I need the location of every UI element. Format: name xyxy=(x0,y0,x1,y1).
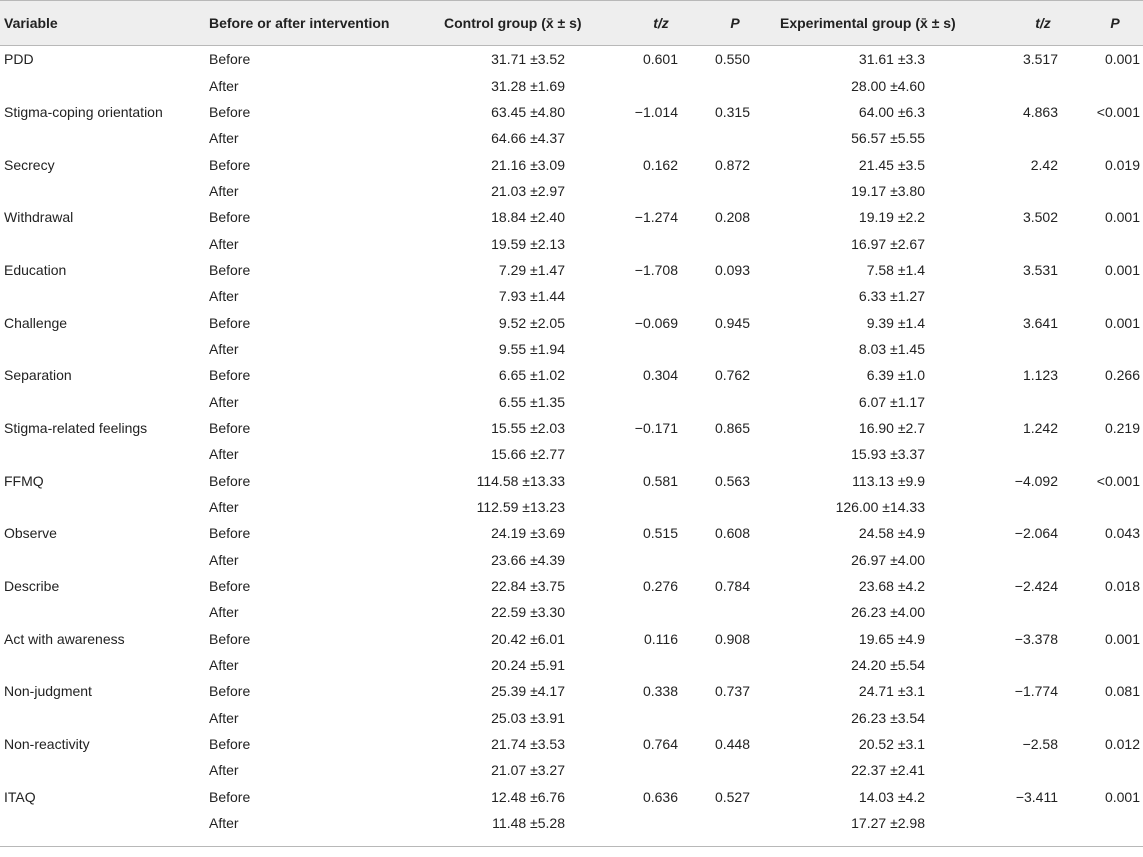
cell-variable: Challenge xyxy=(4,314,68,331)
cell-p-experimental: 0.266 xyxy=(1104,367,1140,384)
table-row xyxy=(0,757,1143,783)
cell-tz-control xyxy=(600,72,678,98)
cell-p-experimental: 0.001 xyxy=(1104,51,1140,68)
table-row xyxy=(0,784,1143,810)
cell-experimental: 126.00 ±14.33 xyxy=(835,499,925,516)
cell-p-control xyxy=(690,810,750,836)
cell-phase: Before xyxy=(209,156,251,173)
cell-p-experimental xyxy=(1070,283,1140,309)
table-row xyxy=(0,652,1143,678)
cell-experimental: 24.58 ±4.9 xyxy=(858,525,925,542)
cell-p-control: 0.550 xyxy=(714,51,750,68)
cell-variable: Stigma-related feelings xyxy=(4,419,148,436)
cell-control: 21.74 ±3.53 xyxy=(491,736,565,753)
cell-phase: After xyxy=(209,709,239,726)
header-p-control: P xyxy=(730,15,740,31)
cell-tz-control xyxy=(600,652,678,678)
cell-tz-experimental xyxy=(1000,388,1058,414)
cell-experimental: 24.20 ±5.54 xyxy=(851,657,925,674)
cell-phase: Before xyxy=(209,51,251,68)
cell-p-experimental: 0.012 xyxy=(1104,736,1140,753)
cell-experimental: 6.07 ±1.17 xyxy=(858,393,925,410)
cell-control: 21.07 ±3.27 xyxy=(491,762,565,779)
cell-p-experimental xyxy=(1070,230,1140,256)
cell-p-control: 0.093 xyxy=(714,261,750,278)
table-row xyxy=(0,573,1143,599)
cell-experimental: 24.71 ±3.1 xyxy=(858,683,925,700)
cell-p-experimental xyxy=(1070,441,1140,467)
cell-p-control: 0.563 xyxy=(714,472,750,489)
cell-p-experimental: 0.219 xyxy=(1104,419,1140,436)
cell-experimental: 16.90 ±2.7 xyxy=(858,419,925,436)
cell-control: 7.93 ±1.44 xyxy=(498,288,565,305)
cell-p-experimental: <0.001 xyxy=(1096,472,1140,489)
cell-p-control xyxy=(690,336,750,362)
cell-control: 11.48 ±5.28 xyxy=(492,815,565,832)
cell-control: 31.71 ±3.52 xyxy=(491,51,565,68)
cell-p-control: 0.527 xyxy=(714,788,750,805)
cell-tz-experimental: 3.531 xyxy=(1022,261,1058,278)
cell-tz-experimental: 4.863 xyxy=(1022,103,1058,120)
cell-tz-experimental xyxy=(1000,125,1058,151)
cell-p-control xyxy=(690,652,750,678)
cell-p-experimental: <0.001 xyxy=(1096,103,1140,120)
cell-tz-control: −1.708 xyxy=(634,261,678,278)
cell-p-experimental xyxy=(1070,336,1140,362)
cell-phase: Before xyxy=(209,367,251,384)
cell-phase: Before xyxy=(209,314,251,331)
cell-experimental: 64.00 ±6.3 xyxy=(858,103,925,120)
cell-variable: Act with awareness xyxy=(4,630,125,647)
cell-control: 25.39 ±4.17 xyxy=(491,683,565,700)
cell-variable: Stigma-coping orientation xyxy=(4,103,163,120)
table-row xyxy=(0,547,1143,573)
table-row xyxy=(0,678,1143,704)
cell-tz-control: −1.274 xyxy=(634,209,678,226)
cell-control: 25.03 ±3.91 xyxy=(491,709,565,726)
cell-p-experimental xyxy=(1070,178,1140,204)
cell-variable: Non-judgment xyxy=(4,683,92,700)
cell-phase: After xyxy=(209,288,239,305)
cell-experimental: 26.23 ±3.54 xyxy=(851,709,925,726)
cell-tz-control xyxy=(600,705,678,731)
cell-tz-experimental: 1.242 xyxy=(1022,419,1058,436)
cell-phase: Before xyxy=(209,103,251,120)
cell-variable: Observe xyxy=(4,525,57,542)
cell-p-control: 0.945 xyxy=(714,314,750,331)
cell-p-experimental xyxy=(1070,810,1140,836)
cell-p-experimental xyxy=(1070,652,1140,678)
cell-p-experimental xyxy=(1070,547,1140,573)
cell-tz-experimental xyxy=(1000,652,1058,678)
table-row xyxy=(0,283,1143,309)
cell-control: 15.55 ±2.03 xyxy=(491,419,565,436)
cell-phase: Before xyxy=(209,683,251,700)
cell-tz-control xyxy=(600,283,678,309)
cell-p-control: 0.737 xyxy=(714,683,750,700)
cell-variable: Secrecy xyxy=(4,156,55,173)
cell-variable: Education xyxy=(4,261,67,278)
cell-p-control: 0.762 xyxy=(714,367,750,384)
cell-phase: After xyxy=(209,815,239,832)
cell-experimental: 23.68 ±4.2 xyxy=(858,578,925,595)
cell-experimental: 9.39 ±1.4 xyxy=(866,314,925,331)
cell-experimental: 56.57 ±5.55 xyxy=(851,130,925,147)
header-experimental-group: Experimental group (x̄ ± s) xyxy=(780,15,956,31)
cell-phase: After xyxy=(209,551,239,568)
table-row xyxy=(0,178,1143,204)
table-row xyxy=(0,336,1143,362)
cell-tz-control: 0.515 xyxy=(642,525,678,542)
cell-control: 22.59 ±3.30 xyxy=(491,604,565,621)
cell-tz-control: 0.636 xyxy=(642,788,678,805)
header-tz-experimental: t/z xyxy=(1035,15,1051,31)
cell-p-experimental: 0.043 xyxy=(1104,525,1140,542)
cell-control: 22.84 ±3.75 xyxy=(491,578,565,595)
cell-control: 31.28 ±1.69 xyxy=(491,77,565,94)
cell-tz-control: 0.764 xyxy=(642,736,678,753)
cell-phase: Before xyxy=(209,578,251,595)
cell-experimental: 14.03 ±4.2 xyxy=(858,788,925,805)
cell-phase: Before xyxy=(209,788,251,805)
cell-tz-experimental: −4.092 xyxy=(1014,472,1058,489)
header-variable: Variable xyxy=(4,15,58,31)
cell-experimental: 26.23 ±4.00 xyxy=(851,604,925,621)
cell-p-experimental: 0.081 xyxy=(1104,683,1140,700)
cell-tz-experimental: −1.774 xyxy=(1014,683,1058,700)
table-row xyxy=(0,99,1143,125)
cell-p-experimental: 0.001 xyxy=(1104,630,1140,647)
cell-tz-experimental: 3.641 xyxy=(1022,314,1058,331)
table-row xyxy=(0,810,1143,836)
cell-p-experimental xyxy=(1070,125,1140,151)
cell-variable: Non-reactivity xyxy=(4,736,90,753)
cell-phase: Before xyxy=(209,525,251,542)
header-p-experimental: P xyxy=(1110,15,1120,31)
table-row xyxy=(0,151,1143,177)
table-row xyxy=(0,520,1143,546)
cell-phase: After xyxy=(209,604,239,621)
cell-phase: After xyxy=(209,235,239,252)
cell-experimental: 19.19 ±2.2 xyxy=(858,209,925,226)
cell-experimental: 22.37 ±2.41 xyxy=(851,762,925,779)
cell-tz-control: 0.116 xyxy=(644,630,678,647)
cell-control: 6.65 ±1.02 xyxy=(498,367,565,384)
cell-control: 114.58 ±13.33 xyxy=(476,472,565,489)
cell-tz-control xyxy=(600,336,678,362)
table-row xyxy=(0,72,1143,98)
cell-tz-control xyxy=(600,178,678,204)
cell-variable: ITAQ xyxy=(4,788,36,805)
table-body xyxy=(0,46,1143,836)
cell-p-experimental: 0.001 xyxy=(1104,314,1140,331)
table-row xyxy=(0,204,1143,230)
table-row xyxy=(0,388,1143,414)
cell-control: 64.66 ±4.37 xyxy=(491,130,565,147)
cell-p-control xyxy=(690,72,750,98)
cell-variable: Separation xyxy=(4,367,72,384)
table-row xyxy=(0,125,1143,151)
cell-tz-experimental: 1.123 xyxy=(1022,367,1058,384)
cell-p-control: 0.784 xyxy=(714,578,750,595)
cell-p-experimental: 0.001 xyxy=(1104,261,1140,278)
cell-control: 9.55 ±1.94 xyxy=(498,340,565,357)
cell-tz-control: 0.304 xyxy=(642,367,678,384)
cell-tz-control: −0.171 xyxy=(634,419,678,436)
cell-tz-control: 0.581 xyxy=(642,472,678,489)
cell-tz-control: −1.014 xyxy=(634,103,678,120)
cell-tz-control: 0.601 xyxy=(642,51,678,68)
cell-control: 12.48 ±6.76 xyxy=(491,788,565,805)
cell-tz-experimental xyxy=(1000,230,1058,256)
cell-tz-control xyxy=(600,125,678,151)
cell-p-control xyxy=(690,494,750,520)
cell-tz-experimental: −2.58 xyxy=(1022,736,1058,753)
cell-control: 6.55 ±1.35 xyxy=(498,393,565,410)
cell-experimental: 31.61 ±3.3 xyxy=(858,51,925,68)
cell-control: 20.24 ±5.91 xyxy=(491,657,565,674)
table-header xyxy=(0,0,1143,46)
cell-tz-experimental: 2.42 xyxy=(1030,156,1058,173)
cell-phase: After xyxy=(209,182,239,199)
cell-control: 63.45 ±4.80 xyxy=(491,103,565,120)
cell-tz-control xyxy=(600,230,678,256)
cell-p-control xyxy=(690,599,750,625)
cell-p-control xyxy=(690,388,750,414)
cell-control: 9.52 ±2.05 xyxy=(498,314,565,331)
cell-phase: After xyxy=(209,340,239,357)
cell-tz-experimental xyxy=(1000,494,1058,520)
cell-phase: Before xyxy=(209,736,251,753)
cell-experimental: 7.58 ±1.4 xyxy=(866,261,925,278)
cell-tz-experimental xyxy=(1000,705,1058,731)
cell-variable: Describe xyxy=(4,578,60,595)
cell-phase: Before xyxy=(209,261,251,278)
cell-variable: Withdrawal xyxy=(4,209,74,226)
cell-tz-experimental xyxy=(1000,547,1058,573)
cell-p-experimental: 0.019 xyxy=(1104,156,1140,173)
table-row xyxy=(0,46,1143,72)
cell-p-control: 0.908 xyxy=(714,630,750,647)
cell-tz-control: 0.276 xyxy=(642,578,678,595)
table-row xyxy=(0,230,1143,256)
cell-experimental: 21.45 ±3.5 xyxy=(858,156,925,173)
cell-tz-control: 0.338 xyxy=(642,683,678,700)
cell-experimental: 15.93 ±3.37 xyxy=(851,446,925,463)
cell-tz-control xyxy=(600,810,678,836)
table-row xyxy=(0,441,1143,467)
cell-p-experimental xyxy=(1070,494,1140,520)
cell-experimental: 19.17 ±3.80 xyxy=(851,182,925,199)
table-row xyxy=(0,309,1143,335)
cell-p-control xyxy=(690,705,750,731)
cell-phase: Before xyxy=(209,630,251,647)
cell-p-control xyxy=(690,547,750,573)
cell-p-experimental: 0.001 xyxy=(1104,209,1140,226)
cell-tz-experimental: −2.064 xyxy=(1014,525,1058,542)
cell-tz-control xyxy=(600,388,678,414)
table-row xyxy=(0,468,1143,494)
cell-p-experimental xyxy=(1070,72,1140,98)
cell-experimental: 6.39 ±1.0 xyxy=(866,367,925,384)
cell-p-control: 0.208 xyxy=(714,209,750,226)
cell-experimental: 26.97 ±4.00 xyxy=(851,551,925,568)
cell-p-experimental xyxy=(1070,757,1140,783)
table-row xyxy=(0,705,1143,731)
cell-tz-experimental xyxy=(1000,810,1058,836)
cell-tz-control: 0.162 xyxy=(642,156,678,173)
cell-experimental: 8.03 ±1.45 xyxy=(858,340,925,357)
cell-p-control: 0.448 xyxy=(714,736,750,753)
cell-phase: After xyxy=(209,446,239,463)
cell-experimental: 17.27 ±2.98 xyxy=(851,815,925,832)
cell-tz-experimental: −3.411 xyxy=(1015,788,1058,805)
header-before-after: Before or after intervention xyxy=(209,15,390,31)
header-tz-control: t/z xyxy=(653,15,669,31)
cell-phase: After xyxy=(209,657,239,674)
cell-p-control: 0.608 xyxy=(714,525,750,542)
cell-tz-experimental xyxy=(1000,757,1058,783)
cell-tz-control xyxy=(600,441,678,467)
cell-experimental: 28.00 ±4.60 xyxy=(851,77,925,94)
cell-tz-experimental xyxy=(1000,336,1058,362)
table-row xyxy=(0,362,1143,388)
cell-tz-experimental xyxy=(1000,178,1058,204)
cell-tz-experimental xyxy=(1000,599,1058,625)
cell-tz-experimental xyxy=(1000,72,1058,98)
cell-tz-experimental xyxy=(1000,441,1058,467)
cell-control: 20.42 ±6.01 xyxy=(491,630,565,647)
cell-p-control xyxy=(690,757,750,783)
cell-phase: Before xyxy=(209,472,251,489)
cell-tz-control xyxy=(600,547,678,573)
cell-tz-control: −0.069 xyxy=(634,314,678,331)
cell-experimental: 16.97 ±2.67 xyxy=(851,235,925,252)
cell-control: 19.59 ±2.13 xyxy=(491,235,565,252)
cell-experimental: 20.52 ±3.1 xyxy=(858,736,925,753)
cell-p-control xyxy=(690,230,750,256)
cell-phase: After xyxy=(209,499,239,516)
cell-tz-experimental: −2.424 xyxy=(1014,578,1058,595)
cell-p-control: 0.872 xyxy=(714,156,750,173)
cell-tz-experimental: 3.517 xyxy=(1022,51,1058,68)
cell-p-control: 0.865 xyxy=(714,419,750,436)
cell-phase: Before xyxy=(209,419,251,436)
cell-tz-experimental xyxy=(1000,283,1058,309)
cell-phase: After xyxy=(209,393,239,410)
table-row xyxy=(0,599,1143,625)
cell-tz-control xyxy=(600,599,678,625)
table-row xyxy=(0,494,1143,520)
cell-experimental: 19.65 ±4.9 xyxy=(858,630,925,647)
cell-control: 15.66 ±2.77 xyxy=(491,446,565,463)
cell-p-control xyxy=(690,283,750,309)
cell-p-control xyxy=(690,178,750,204)
cell-p-experimental xyxy=(1070,705,1140,731)
cell-tz-control xyxy=(600,494,678,520)
cell-control: 24.19 ±3.69 xyxy=(491,525,565,542)
cell-phase: After xyxy=(209,130,239,147)
cell-experimental: 113.13 ±9.9 xyxy=(852,472,925,489)
cell-tz-experimental: 3.502 xyxy=(1022,209,1058,226)
header-control-group: Control group (x̄ ± s) xyxy=(444,15,582,31)
cell-control: 112.59 ±13.23 xyxy=(476,499,565,516)
cell-control: 18.84 ±2.40 xyxy=(491,209,565,226)
cell-phase: After xyxy=(209,77,239,94)
cell-p-control xyxy=(690,441,750,467)
cell-control: 21.16 ±3.09 xyxy=(491,156,565,173)
cell-tz-experimental: −3.378 xyxy=(1014,630,1058,647)
cell-p-experimental xyxy=(1070,388,1140,414)
cell-p-experimental: 0.018 xyxy=(1104,578,1140,595)
cell-variable: PDD xyxy=(4,51,34,68)
cell-variable: FFMQ xyxy=(4,472,44,489)
cell-control: 21.03 ±2.97 xyxy=(491,182,565,199)
cell-control: 7.29 ±1.47 xyxy=(498,261,565,278)
cell-control: 23.66 ±4.39 xyxy=(491,551,565,568)
table-row xyxy=(0,731,1143,757)
cell-experimental: 6.33 ±1.27 xyxy=(858,288,925,305)
table-row xyxy=(0,626,1143,652)
table-row xyxy=(0,257,1143,283)
cell-phase: Before xyxy=(209,209,251,226)
cell-phase: After xyxy=(209,762,239,779)
table-row xyxy=(0,415,1143,441)
cell-p-experimental: 0.001 xyxy=(1104,788,1140,805)
bottom-rule xyxy=(0,846,1143,847)
cell-p-experimental xyxy=(1070,599,1140,625)
cell-tz-control xyxy=(600,757,678,783)
cell-p-control xyxy=(690,125,750,151)
cell-p-control: 0.315 xyxy=(714,103,750,120)
